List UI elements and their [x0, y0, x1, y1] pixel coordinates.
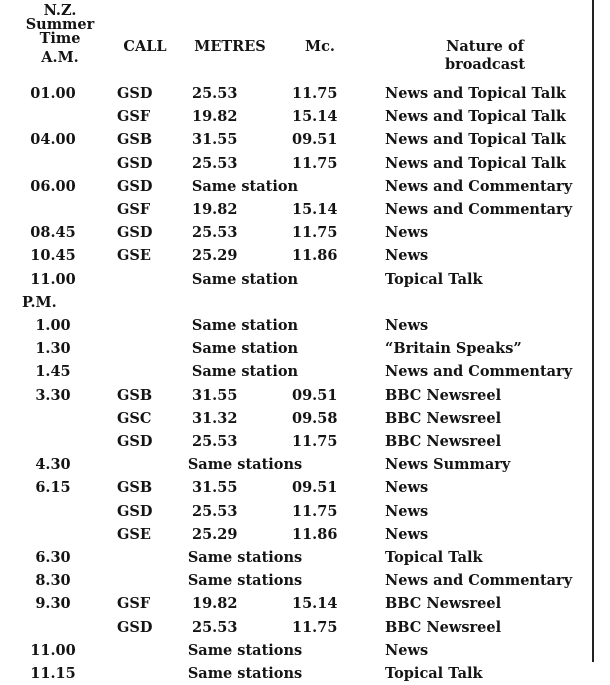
section-header-row: [0, 291, 590, 314]
time-cell: 04.00: [30, 131, 76, 149]
mc-cell: 11.75: [292, 502, 338, 520]
metres-cell: 25.29: [192, 247, 238, 265]
nature-cell: News Summary: [385, 456, 511, 474]
time-cell: 1.45: [35, 363, 71, 381]
table-row: [0, 592, 590, 615]
table-row: [0, 453, 590, 476]
same-station-cell: Same stations: [187, 641, 303, 659]
header-time-line: A.M.: [41, 48, 79, 66]
call-cell: GSD: [117, 618, 153, 636]
time-cell: 8.30: [35, 572, 71, 590]
call-cell: GSD: [117, 154, 153, 172]
table-row: [0, 221, 590, 244]
table-row: [0, 244, 590, 267]
table-row: [0, 476, 590, 499]
mc-cell: 09.51: [292, 386, 338, 404]
header-metres: METRES: [194, 38, 266, 55]
time-cell: 11.00: [30, 641, 76, 659]
nature-cell: “Britain Speaks”: [385, 340, 522, 358]
time-cell: 08.45: [30, 224, 76, 242]
nature-cell: News: [385, 641, 429, 659]
nature-cell: News and Topical Talk: [385, 154, 566, 172]
mc-cell: 09.51: [292, 479, 338, 497]
table-row: [0, 198, 590, 221]
call-cell: GSB: [117, 386, 153, 404]
same-station-cell: Same station: [191, 177, 299, 195]
metres-cell: 25.53: [192, 502, 238, 520]
nature-cell: News: [385, 224, 429, 242]
metres-cell: 25.53: [192, 433, 238, 450]
call-cell: GSB: [117, 479, 153, 497]
time-cell: 01.00: [30, 85, 76, 102]
table-row: [0, 662, 590, 685]
call-cell: GSD: [117, 85, 153, 102]
mc-cell: 11.75: [292, 224, 338, 242]
same-station-cell: Same station: [191, 363, 299, 381]
time-cell: 6.15: [35, 479, 71, 497]
mc-cell: 11.86: [292, 247, 338, 265]
mc-cell: 09.51: [292, 131, 338, 149]
same-station-cell: Same station: [191, 317, 299, 334]
time-cell: 1.00: [35, 317, 71, 334]
mc-cell: 11.75: [292, 85, 338, 102]
call-cell: GSF: [117, 595, 151, 613]
nature-cell: BBC Newsreel: [385, 386, 502, 404]
call-cell: GSF: [117, 108, 151, 126]
metres-cell: 25.53: [192, 224, 238, 242]
time-cell: 4.30: [35, 456, 71, 474]
time-cell: 10.45: [30, 247, 76, 265]
metres-cell: 19.82: [192, 108, 238, 126]
header-time-line: Summer: [25, 16, 95, 34]
mc-cell: 09.58: [292, 409, 338, 427]
nature-cell: News and Topical Talk: [385, 108, 566, 126]
metres-cell: 25.53: [192, 154, 238, 172]
metres-cell: 19.82: [192, 595, 238, 613]
table-row: [0, 128, 590, 151]
nature-cell: News and Commentary: [385, 201, 573, 218]
table-row: [0, 360, 590, 383]
table-row: [0, 268, 590, 291]
time-cell: 11.00: [30, 270, 76, 288]
same-station-cell: Same stations: [187, 665, 303, 682]
table-row: [0, 82, 590, 105]
table-row: [0, 523, 590, 546]
header-nature-line: broadcast: [444, 56, 526, 74]
mc-cell: 11.75: [292, 154, 338, 172]
time-cell: 9.30: [35, 595, 71, 613]
table-row: [0, 384, 590, 407]
header-call: CALL: [123, 38, 167, 55]
call-cell: GSD: [117, 224, 153, 242]
metres-cell: 25.53: [192, 618, 238, 636]
metres-cell: 19.82: [192, 201, 238, 218]
metres-cell: 25.29: [192, 525, 238, 543]
header-nature: [385, 40, 585, 72]
same-station-cell: Same stations: [187, 572, 303, 590]
table-row: [0, 569, 590, 592]
mc-cell: 15.14: [292, 201, 338, 218]
nature-cell: News: [385, 479, 429, 497]
call-cell: GSD: [117, 502, 153, 520]
same-station-cell: Same stations: [187, 456, 303, 474]
header-mc: Mc.: [305, 38, 335, 55]
nature-cell: News: [385, 525, 429, 543]
call-cell: GSB: [117, 131, 153, 149]
table-row: [0, 337, 590, 360]
call-cell: GSD: [117, 433, 153, 450]
mc-cell: 11.75: [292, 433, 338, 450]
time-cell: 6.30: [35, 549, 71, 566]
table-row: [0, 407, 590, 430]
table-row: [0, 314, 590, 337]
nature-cell: News and Topical Talk: [385, 131, 566, 149]
nature-cell: BBC Newsreel: [385, 409, 502, 427]
time-cell: 3.30: [35, 386, 71, 404]
nature-cell: News: [385, 317, 429, 334]
table-row: [0, 430, 590, 453]
mc-cell: 11.86: [292, 525, 338, 543]
table-row: [0, 639, 590, 662]
nature-cell: News: [385, 247, 429, 265]
table-row: [0, 616, 590, 639]
nature-cell: BBC Newsreel: [385, 433, 502, 450]
same-station-cell: Same stations: [187, 549, 303, 566]
call-cell: GSC: [117, 409, 152, 427]
table-row: [0, 105, 590, 128]
time-cell: 1.30: [35, 340, 71, 358]
header-time-line: Time: [39, 30, 81, 48]
call-cell: GSE: [117, 247, 151, 265]
header-time: [20, 4, 100, 65]
table-row: [0, 500, 590, 523]
table-row: [0, 175, 590, 198]
call-cell: GSF: [117, 201, 151, 218]
nature-cell: News and Commentary: [385, 177, 573, 195]
mc-cell: 15.14: [292, 108, 338, 126]
time-cell: 06.00: [30, 177, 76, 195]
table-row: [0, 152, 590, 175]
metres-cell: 31.55: [192, 131, 238, 149]
metres-cell: 31.55: [192, 386, 238, 404]
metres-cell: 31.55: [192, 479, 238, 497]
nature-cell: News and Topical Talk: [385, 85, 566, 102]
same-station-cell: Same station: [191, 340, 299, 358]
call-cell: GSE: [117, 525, 151, 543]
metres-cell: 25.53: [192, 85, 238, 102]
section-label: P.M.: [22, 293, 57, 311]
nature-cell: BBC Newsreel: [385, 595, 502, 613]
nature-cell: BBC Newsreel: [385, 618, 502, 636]
right-vertical-rule: [592, 0, 594, 662]
nature-cell: Topical Talk: [385, 549, 483, 566]
mc-cell: 11.75: [292, 618, 338, 636]
metres-cell: 31.32: [192, 409, 238, 427]
nature-cell: News and Commentary: [385, 363, 573, 381]
nature-cell: News and Commentary: [385, 572, 573, 590]
mc-cell: 15.14: [292, 595, 338, 613]
header-nature-line: Nature of: [446, 38, 524, 55]
time-cell: 11.15: [30, 665, 76, 682]
nature-cell: News: [385, 502, 429, 520]
nature-cell: Topical Talk: [385, 665, 483, 682]
table-row: [0, 546, 590, 569]
call-cell: GSD: [117, 177, 153, 195]
header-time-line: N.Z.: [43, 2, 77, 19]
nature-cell: Topical Talk: [385, 270, 483, 288]
same-station-cell: Same station: [191, 270, 299, 288]
